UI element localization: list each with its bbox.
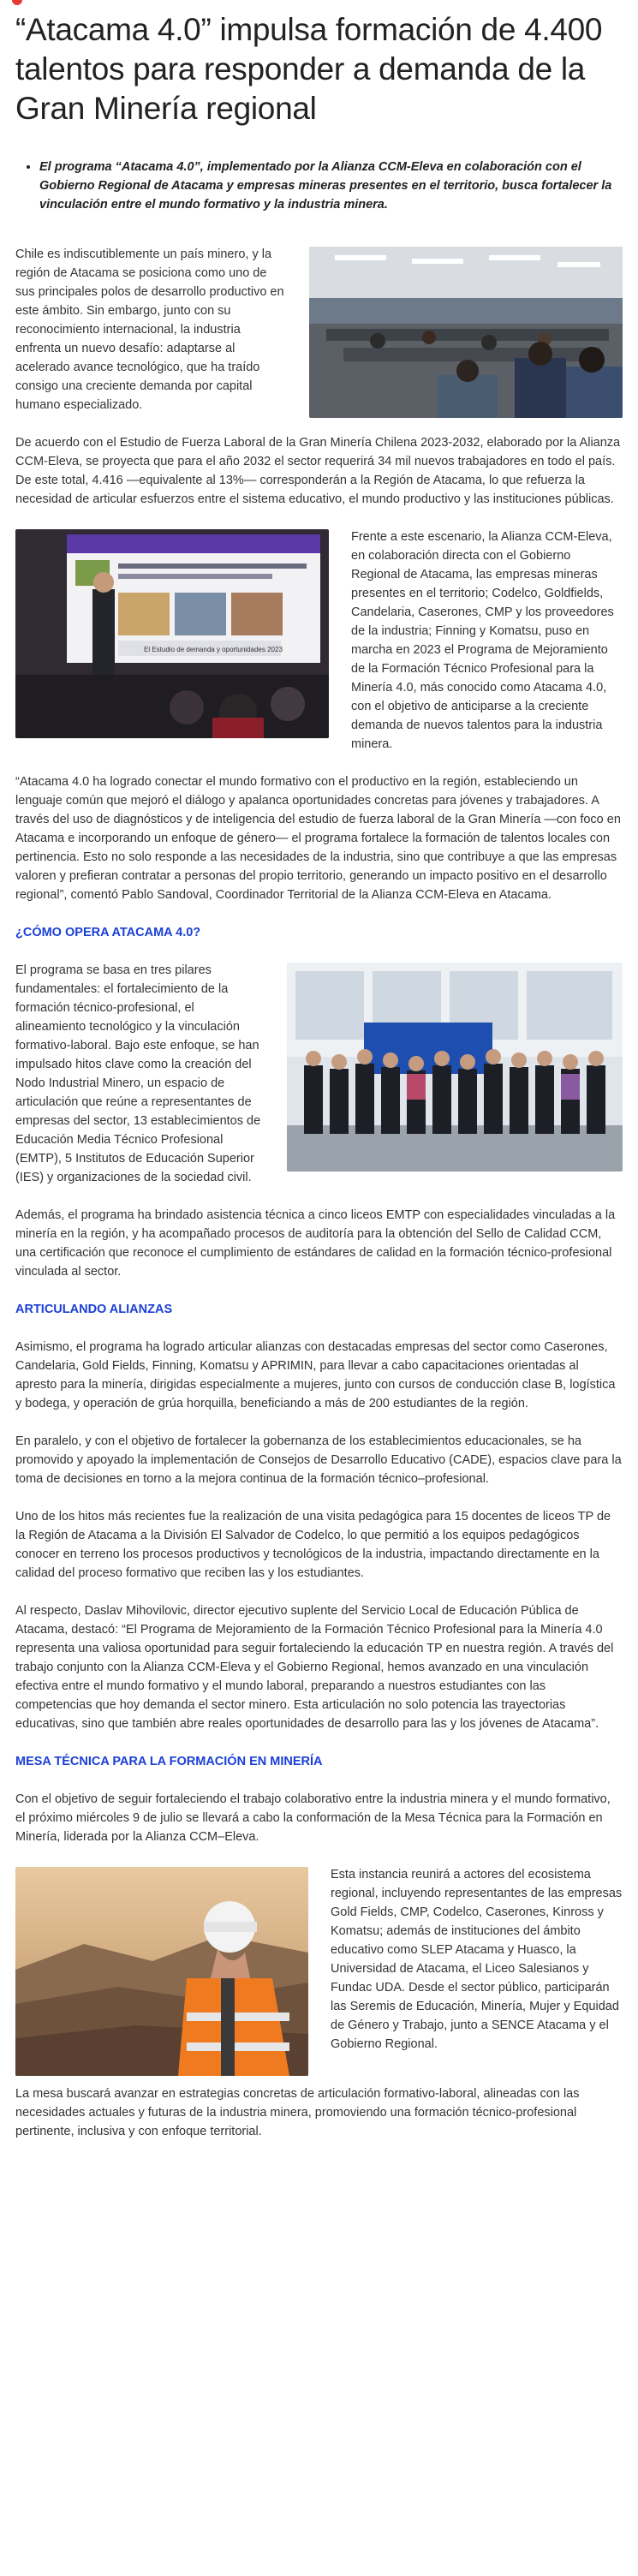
- section-heading-mesa: MESA TÉCNICA PARA LA FORMACIÓN EN MINERÍA: [15, 1755, 323, 1768]
- paragraph-8: En paralelo, y con el objetivo de fortalecer la gobernanza de los establecimientos educacionales, se ha promovido y apoyado la implementación de Consejos de Desarrollo Educativo (CADE), espacios clave para la toma de decisiones en torno a la mejora continua de la formación técnico–profesional.: [15, 1434, 622, 1486]
- paragraph-13: La mesa buscará avanzar en estrategias concretas de articulación formativo-laboral, alineadas con las necesidades actuales y futuras de la industria minera, promoviendo una formación técnico-profesional pertinente, inclusiva y con enfoque territorial.: [15, 2087, 580, 2138]
- paragraph-10: Al respecto, Daslav Mihovilovic, director ejecutivo suplente del Servicio Local de Educación Pública de Atacama, destacó: “El Programa de Mejoramiento de la Formación Técnico Profesional para la Minería 4.0 representa una valiosa oportunidad para seguir fortaleciendo la educación TP en nuestra región. A través del trabajo conjunto con la Alianza CCM-Eleva y el Gobierno Regional, hemos avanzado en una vinculación efectiva entre el mundo formativo y el mundo laboral, preparando a nuestros estudiantes con las competencias que hoy demanda el sector minero. Esta articulación no solo potencia las trayectorias educativas, sino que también abre reales oportunidades de desarrollo para las y los jóvenes de Atacama”.: [15, 1604, 614, 1731]
- slide-title-text: El Estudio de demanda y oportunidades 2023: [144, 646, 283, 653]
- article-title: “Atacama 4.0” impulsa formación de 4.400 talentos para responder a demanda de la Gran Minería regional: [15, 12, 603, 126]
- photo-presentation: [15, 529, 329, 738]
- paragraph-12: Esta instancia reunirá a actores del ecosistema regional, incluyendo representantes de las empresas Gold Fields, CMP, Codelco, Caserones, Kinross y Komatsu; además de instituciones del ámbito educativo como SLEP Atacama y Huasco, la Universidad de Atacama, el Liceo Salesianos y Fundac UDA. Desde el sector público, participarán las Seremis de Educación, Minería, Mujer y Equidad de Género y Trabajo, junto a SENCE Atacama y el Gobierno Regional.: [331, 1868, 623, 2051]
- section-heading-alianzas: ARTICULANDO ALIANZAS: [15, 1303, 173, 1316]
- paragraph-11: Con el objetivo de seguir fortaleciendo el trabajo colaborativo entre la industria minera y el mundo formativo, el próximo miércoles 9 de julio se llevará a cabo la conformación de la Mesa Técnica para la Formación en Minería, liderada por la Alianza CCM–Eleva.: [15, 1792, 611, 1844]
- paragraph-6: Además, el programa ha brindado asistencia técnica a cinco liceos EMTP con especialidades vinculadas a la minería en la región, y ha acompañado procesos de auditoría para la obtención del Sello de Calidad CCM, una certificación que reconoce el cumplimiento de estándares de calidad en la formación técnico-profesional vinculada al sector.: [15, 1208, 616, 1279]
- paragraph-9: Uno de los hitos más recientes fue la realización de una visita pedagógica para 15 docentes de liceos TP de la Región de Atacama a la División El Salvador de Codelco, lo que permitió a los equipos pedagógicos conocer en terreno los procesos productivos y tecnológicos de la industria, impactando directamente en la calidad del proceso formativo que reciben las y los estudiantes.: [15, 1510, 611, 1580]
- paragraph-1: Chile es indiscutiblemente un país minero, y la región de Atacama se posiciona como uno de sus principales polos de desarrollo productivo en este ámbito. Sin embargo, junto con su reconocimiento internacional, la industria enfrenta un nuevo desafío: adaptarse al acelerado avance tecnológico, que ha traído consigo una creciente demanda por capital humano especializado.: [15, 247, 284, 412]
- paragraph-4: “Atacama 4.0 ha logrado conectar el mundo formativo con el productivo en la región, estableciendo un lenguaje común que mejoró el diálogo y apalanca oportunidades concretas para jóvenes y trabajadores. A través del uso de diagnósticos y de inteligencia del estudio de fuerza laboral de la Gran Minería —con foco en Atacama e incorporando un enfoque de género— el programa fortalece la formación de talentos locales con pertinencia. Esto no solo responde a las necesidades de la industria, sino que contribuye a que las empresas valoren y prefieran contratar a personas del propio territorio, generando un impacto positivo en el desarrollo regional”, comentó Pablo Sandoval, Coordinador Territorial de la Alianza CCM-Eleva en Atacama.: [15, 775, 621, 902]
- photo-classroom: [309, 247, 623, 418]
- lead-item: • El programa “Atacama 4.0”, implementado por la Alianza CCM-Eleva en colaboración con el Gobierno Regional de Atacama y empresas mineras presentes en el territorio, busca fortalecer la vinculación entre el mundo formativo y la industria minera.: [39, 158, 614, 214]
- photo-miner: [15, 1867, 308, 2076]
- paragraph-5: El programa se basa en tres pilares fundamentales: el fortalecimiento de la formación técnico-profesional, el alineamiento tecnológico y la vinculación formativo-laboral. Bajo este enfoque, se han impulsado hitos clave como la creación del Nodo Industrial Minero, un espacio de articulación que reúne a representantes de empresas del sector, 13 establecimientos de Educación Media Técnico Profesional (EMTP), 5 Institutos de Educación Superior (IES) y organizaciones de la sociedad civil.: [15, 963, 261, 1184]
- paragraph-2: De acuerdo con el Estudio de Fuerza Laboral de la Gran Minería Chilena 2023-2032, elaborado por la Alianza CCM-Eleva, se proyecta que para el año 2032 el sector requerirá 34 mil nuevos trabajadores en todo el país. De este total, 4.416 —equivalente al 13%— corresponderán a la Región de Atacama, lo que refuerza la necesidad de articular esfuerzos entre el sistema educativo, el mundo productivo y las instituciones públicas.: [15, 436, 621, 506]
- paragraph-3: Frente a este escenario, la Alianza CCM-Eleva, en colaboración directa con el Gobierno Regional de Atacama, las empresas mineras presentes en el territorio; Codelco, Goldfields, Candelaria, Caserones, CMP y los proveedores de la industria; Finning y Komatsu, puso en marcha en 2023 el Programa de Mejoramiento de la Formación Técnico Profesional para la Minería 4.0, más conocido como Atacama 4.0, con el objetivo de anticiparse a la creciente demanda de nuevos talentos para la industria minera.: [351, 530, 614, 751]
- paragraph-7: Asimismo, el programa ha logrado articular alianzas con destacadas empresas del sector como Caserones, Candelaria, Gold Fields, Finning, Komatsu y APRIMIN, para llevar a cabo capacitaciones orientadas al apresto para la minería, dirigidas especialmente a mujeres, junto con cursos de conducción clase B, logística y bodega, y operación de grúa horquilla, beneficiando a más de 200 estudiantes de la región.: [15, 1340, 616, 1410]
- photo-group: [287, 963, 623, 1172]
- article-lead: [39, 158, 623, 214]
- section-heading-como-opera: ¿CÓMO OPERA ATACAMA 4.0?: [15, 926, 201, 939]
